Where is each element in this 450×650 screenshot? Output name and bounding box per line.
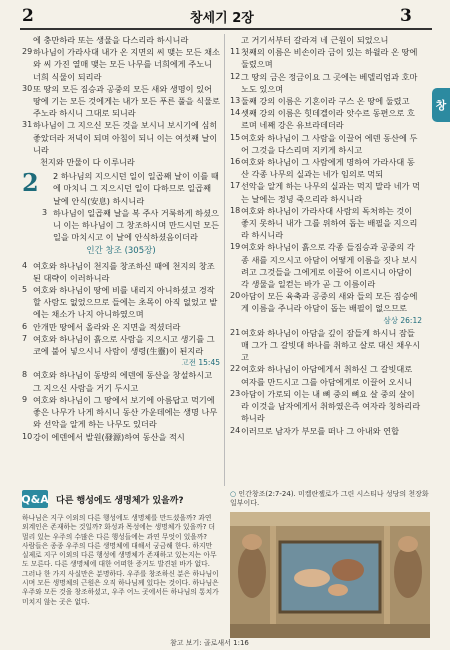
book-tab[interactable]: 창 [432,88,450,122]
verse-text: 이러므로 남자가 부모를 떠나 그 아내와 연합 [241,425,399,436]
verse-text: 아담이 모든 육축과 공중의 새와 들의 모든 짐승에게 이름을 주니라 아담이 돕는 배필이 없으므로 [241,291,418,314]
qa-header [22,490,220,510]
verse-number: 19 [230,242,241,252]
verse [22,333,220,357]
qa-reference: 참고 보기: 골로새서 1:16 [170,639,249,647]
verse-text: 여호와 하나님이 그 사람에게 명하여 가라사대 동산 각종 나무의 실과는 네가 임의로 먹되 [241,157,415,180]
image-caption [230,490,430,508]
verse-text: 안개만 땅에서 올라와 온 지면을 적셨더라 [33,321,181,332]
caption-marker: ○ [230,490,237,498]
verse [42,207,220,244]
verse [22,284,220,321]
verse-text: 첫째의 이름은 비손이라 금이 있는 하윌라 온 땅에 둘렸으며 [241,47,418,70]
verse [22,394,220,431]
verse [230,205,422,242]
qa-paragraph: 하나님은 지구 이외의 다른 행성에도 생명체를 만드셨을까? 과연 외계인은 존재하는 것일까? 화성과 목성에는 생명체가 있을까? 더 멀리 있는 우주의 수많은 다른 행성들에는 과연 무엇이 있을까? [22,514,216,541]
cross-reference: 삼상 26:12 [383,315,422,325]
heading-line: 천지와 만물이 다 이루니라 [40,157,135,168]
verse-text: 에 충만하라 또는 생물을 다스리라 하시니라 [33,35,189,45]
verse-text: 아담이 가로되 이는 내 뼈 중의 뼈요 살 중의 살이라 이것을 남자에게서 취하였은즉 여자라 칭하리라 하니라 [241,388,421,424]
verse-text: 여호와 하나님이 아담을 깊이 잠들게 하시니 잠들매 그가 그 갈빗대 하나를 취하고 살로 대신 채우시고 [241,327,421,363]
verse-text: 여호와 하나님이 아담에게서 취하신 그 갈빗대로 여자를 만드시고 그를 아담에게로 이끌어 오시니 [241,364,413,387]
qa-question: 다른 행성에도 생명체가 있을까? [56,496,184,506]
verse-text: 여호와 하나님이 흙으로 사람을 지으시고 생기를 그 코에 불어 넣으시니 사람이 생령(生靈)이 된지라 [33,333,215,357]
verse-text: 셋째 강의 이름은 힛데겔이라 앗수르 동편으로 흐르며 네째 강은 유브라데더라 [241,108,415,131]
left-page-number: 2 [22,6,34,26]
verse [22,431,220,443]
verse [230,241,422,290]
qa-paragraph: 그러나 한 가지 사실만은 분명하다. 우주를 창조하신 분은 하나님이시며 모든 생명체의 근원은 오직 하나님께 있다는 것이다. 하나님은 우주와 모든 것을 창조하셨고, 우주 어느 곳에서든 하나님의 통치가 미치지 않는 곳은 없다. [22,569,219,606]
verse-text: 2 하나님의 지으시던 일이 일곱째 날이 이를 때에 마치니 그 지으시던 일이 다하므로 일곱째 날에 안식(安息) 하시니라 [53,171,219,206]
sistine-ceiling-painting [230,512,430,638]
verse-text: 여호와 하나님이 천지를 창조하신 때에 천지의 창조된 대략이 이러하니라 [33,260,215,283]
verse-number: 8 [22,370,28,380]
verse-number: 23 [230,388,241,398]
verse [230,388,422,425]
verse-number: 5 [22,285,28,295]
verse-number: 20 [230,291,241,301]
verse [230,327,422,364]
verse [22,260,220,284]
verse [230,71,422,95]
verse-number: 6 [22,321,28,331]
left-column [22,34,220,486]
verse [22,34,220,46]
verse [230,107,422,131]
verse [230,156,422,180]
verse [230,290,422,314]
verse-text: 여호와 하나님이 땅에 비를 내리지 아니하셨고 경작할 사람도 없었으므로 들에는 초목이 아직 없었고 밭에는 채소가 나지 아니하였으며 [33,285,218,320]
chapter-block [22,170,220,243]
verse-text: 여호와 하나님이 동방의 에덴에 동산을 창설하시고 그 지으신 사람을 거기 두시고 [33,370,213,393]
caption-text: 인간창조(2:7-24). 미켈란젤로가 그린 시스티나 성당의 천장화 일부이다. [230,490,429,507]
verse [22,119,220,156]
column-divider [224,34,225,486]
page-title: 창세기 2장 [190,11,254,26]
verse [230,363,422,387]
verse-number: 3 [42,207,48,217]
verse-text: 여호와 하나님이 가라사대 사람의 독처하는 것이 좋지 못하니 내가 그를 위하여 돕는 배필을 지으리라 하시니라 [241,205,418,241]
verse [22,46,220,83]
right-page-number: 3 [400,6,412,26]
verse-number: 22 [230,364,241,374]
verse-number: 15 [230,132,241,142]
verse-text: 강이 에덴에서 발원(發源)하여 동산을 적시 [33,431,185,442]
verse-number: 21 [230,327,241,337]
verse [230,132,422,156]
verse-number: 17 [230,181,241,191]
verse [42,170,220,207]
verse [230,95,422,107]
verse [230,180,422,204]
qa-badge: Q&A [22,490,48,508]
verse-number: 29 [22,47,33,57]
verse [230,425,422,437]
verse-number: 16 [230,157,241,167]
verse-number: 12 [230,71,241,81]
painting-image [230,512,430,638]
verse-text: 여호와 하나님이 그 사람을 이끌어 에덴 동산에 두어 그것을 다스리며 지키게 하시고 [241,132,418,155]
verse [230,34,422,46]
verse-number: 9 [22,394,28,404]
verse [22,321,220,333]
verse-number: 18 [230,205,241,215]
verse-number: 10 [22,431,33,441]
verse-text: 하나님이 그 지으신 모든 것을 보시니 보시기에 심히 좋았더라 저녁이 되며 아침이 되니 이는 여섯째 날이니라 [33,120,218,155]
right-column [230,34,422,486]
header-rule [20,28,432,30]
qa-answer [22,514,220,636]
verse-text: 선악을 알게 하는 나무의 실과는 먹지 말라 네가 먹는 날에는 정녕 죽으리라 하시니라 [241,181,421,204]
verse-text: 여호와 하나님이 흙으로 각종 들짐승과 공중의 각종 새를 지으시고 아담이 어떻게 이름을 짓나 보시려고 그것들을 그에게로 이끌어 이르시니 아담이 각 생물을 일컫는 바가 곧 그 이름이라 [241,242,418,290]
cross-reference: 고전 15:45 [181,358,220,368]
verse-number: 14 [230,108,241,118]
verse-number: 30 [22,83,33,93]
verse-number: 31 [22,120,33,130]
chapter-number: 2 [22,168,39,198]
verse [230,46,422,70]
verse [22,369,220,393]
verse-number: 24 [230,425,241,435]
verse [22,83,220,120]
verse-text: 하나님이 가라사대 내가 온 지면의 씨 맺는 모든 채소와 씨 가진 열매 맺는 모든 나무를 너희에게 주노니 너희 식물이 되리라 [33,47,220,82]
verse-text: 또 땅의 모든 짐승과 공중의 모든 새와 생명이 있어 땅에 기는 모든 것에게는 내가 모든 푸른 풀을 식물로 주노라 하시니 그대로 되니라 [33,83,220,119]
verse-number: 7 [22,333,28,343]
verse-text: 그 땅의 금은 정금이요 그 곳에는 베델리엄과 호마노도 있으며 [241,71,418,94]
page-header [0,4,450,26]
verse-number: 11 [230,47,241,57]
verse-text: 여호와 하나님이 그 땅에서 보기에 아름답고 먹기에 좋은 나무가 나게 하시니 동산 가운데에는 생명 나무와 선악을 알게 하는 나무도 있더라 [33,394,218,430]
qa-paragraph: 사람들은 종종 우주의 다른 생명체에 대해서 궁금해 한다. 하지만 실제로 지구 이외의 다른 행성에 생명체가 존재하고 있는지는 아무도 모른다. 다른 생명체에 대한 어떠한 증거도 발견된 바가 없다. [22,541,217,569]
verse-number: 4 [22,260,28,270]
section-title: 인간 창조 (305장) [86,246,156,257]
verse-text: 고 거기서부터 갈라져 네 근원이 되었으니 [241,35,389,45]
verse-number: 13 [230,96,241,106]
verse-text: 하나님이 일곱째 날을 복 주사 거룩하게 하셨으니 이는 하나님이 그 창조하시며 만드시던 모든 일을 마치시고 이 날에 안식하셨음이더라 [53,207,219,243]
verse-text: 둘째 강의 이름은 기혼이라 구스 온 땅에 둘렸고 [241,96,410,107]
